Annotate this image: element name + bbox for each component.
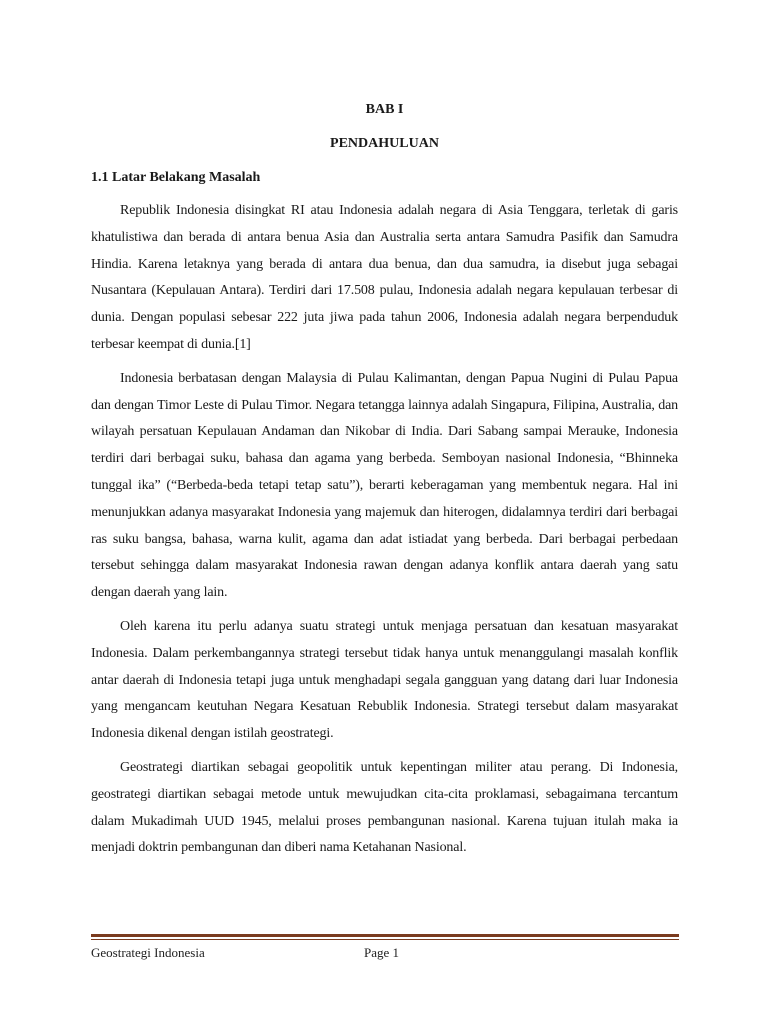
- paragraph-1: Republik Indonesia disingkat RI atau Indonesia adalah negara di Asia Tenggara, terletak di garis khatulistiwa dan berada di antara benua Asia dan Australia serta antara Samudra Pasifik dan Samudra Hindia. Karena letaknya yang berada di antara dua benua, dan dua samudra, ia disebut juga sebagai Nusantara (Kepulauan Antara). Terdiri dari 17.508 pulau, Indonesia adalah negara kepulauan terbesar di dunia. Dengan populasi sebesar 222 juta jiwa pada tahun 2006, Indonesia adalah negara berpenduduk terbesar keempat di dunia.[1]: [91, 203, 678, 352]
- paragraph-2: Indonesia berbatasan dengan Malaysia di Pulau Kalimantan, dengan Papua Nugini di Pulau Papua dan dengan Timor Leste di Pulau Timor. Negara tetangga lainnya adalah Singapura, Filipina, Australia, dan wilayah persatuan Kepulauan Andaman dan Nikobar di India. Dari Sabang sampai Merauke, Indonesia terdiri dari berbagai suku, bahasa dan agama yang berbeda. Semboyan nasional Indonesia, “Bhinneka tunggal ika” (“Berbeda-beda tetapi tetap satu”), berarti keberagaman yang membentuk negara. Hal ini menunjukkan adanya masyarakat Indonesia yang majemuk dan hiterogen, didalamnya terdiri dari berbagai ras suku bangsa, bahasa, warna kulit, agama dan adat istiadat yang berbeda. Dari berbagai perbedaan tersebut sehingga dalam masyarakat Indonesia rawan dengan adanya konflik antara daerah yang satu dengan daerah yang lain.: [91, 370, 678, 601]
- chapter-number: BAB I: [365, 102, 404, 117]
- page-number: Page 1: [364, 945, 400, 960]
- section-heading: 1.1 Latar Belakang Masalah: [91, 170, 261, 185]
- chapter-title: PENDAHULUAN: [330, 136, 439, 151]
- footer-title: Geostrategi Indonesia: [91, 945, 205, 960]
- paragraph-3: Oleh karena itu perlu adanya suatu strategi untuk menjaga persatuan dan kesatuan masyarakat Indonesia. Dalam perkembangannya strategi tersebut tidak hanya untuk menanggulangi masalah konflik antar daerah di Indonesia tetapi juga untuk menghadapi segala gangguan yang datang dari luar Indonesia yang mengancam keutuhan Negara Kesatuan Rebublik Indonesia. Strategi tersebut dalam masyarakat Indonesia dikenal dengan istilah geostrategi.: [91, 618, 678, 742]
- page-body: [91, 98, 678, 869]
- footer-divider-thin: [91, 939, 679, 940]
- footer-divider: [91, 934, 679, 940]
- paragraph-4: Geostrategi diartikan sebagai geopolitik untuk kepentingan militer atau perang. Di Indonesia, geostrategi diartikan sebagai metode untuk mewujudkan cita-cita proklamasi, sebagaimana tercantum dalam Mukadimah UUD 1945, melalui proses pembangunan nasional. Karena tujuan itulah maka ia menjadi doktrin pembangunan dan diberi nama Ketahanan Nasional.: [91, 759, 678, 856]
